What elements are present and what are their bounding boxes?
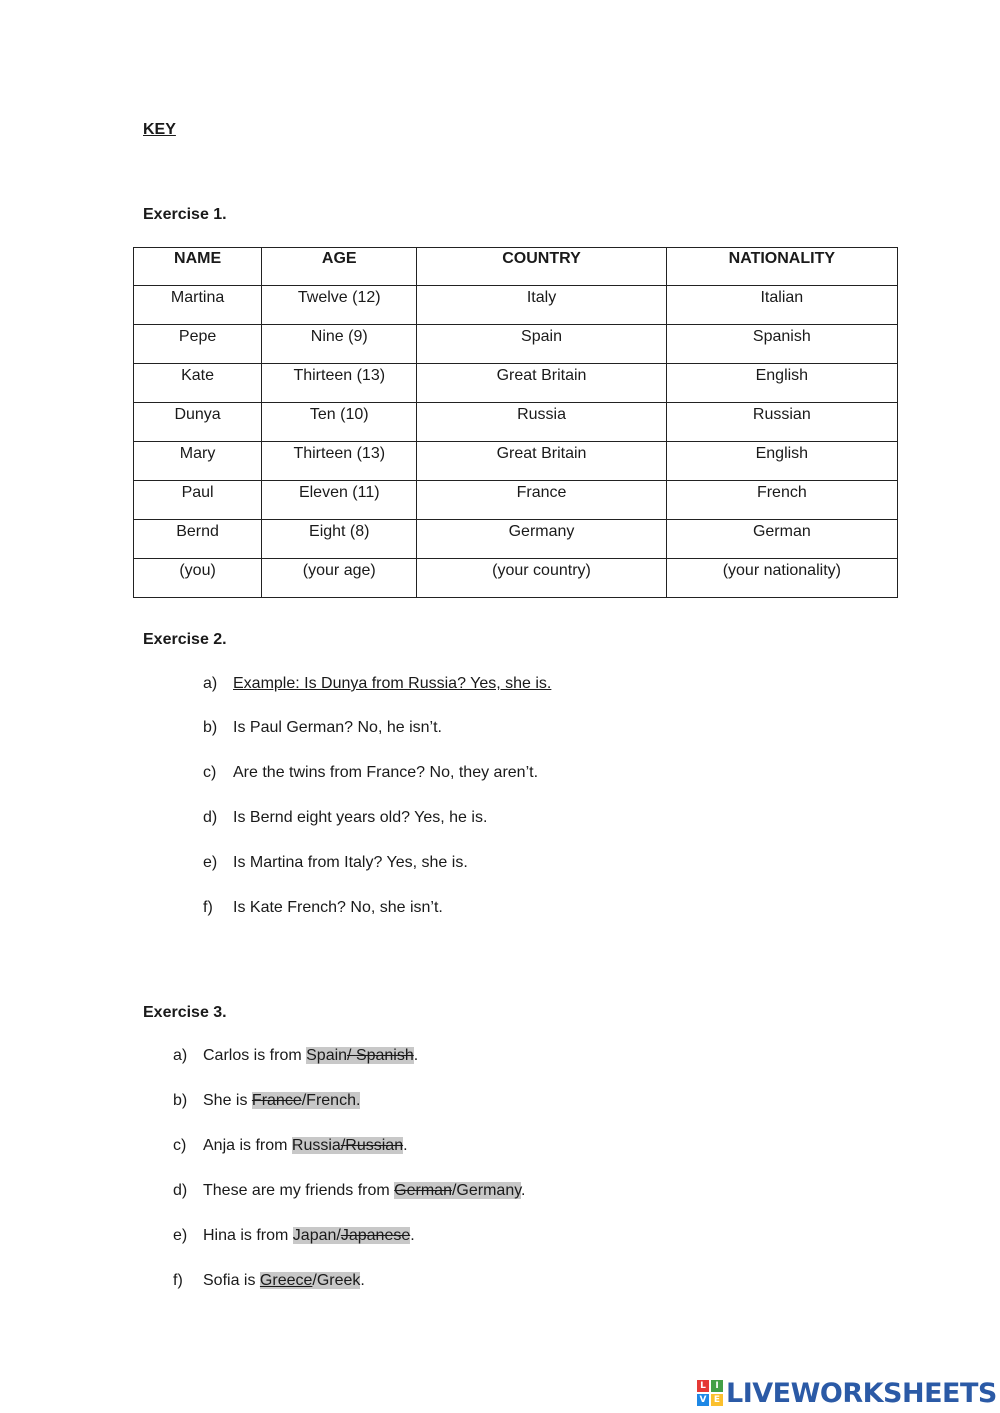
item-label: e) xyxy=(173,1227,188,1244)
cell-name: Dunya xyxy=(134,403,262,442)
logo-mark-letter: I xyxy=(711,1380,723,1392)
cell-country: (your country) xyxy=(417,559,666,598)
item-text: Is Kate French? No, she isn’t. xyxy=(233,899,443,916)
answer-separator: / xyxy=(301,1092,307,1109)
cell-nationality: Russian xyxy=(666,403,897,442)
header-name: NAME xyxy=(134,248,262,286)
answer-correct: Russia xyxy=(291,1137,341,1154)
item-label: b) xyxy=(203,719,218,736)
table-row xyxy=(134,325,898,364)
exercise-3-item xyxy=(173,1090,360,1112)
answer-struck: German xyxy=(394,1182,452,1199)
item-suffix: . xyxy=(403,1137,408,1154)
table-row xyxy=(134,442,898,481)
answer-separator: / xyxy=(340,1137,346,1154)
cell-age: Nine (9) xyxy=(262,325,417,364)
item-prefix: These are my friends from xyxy=(203,1182,395,1199)
item-suffix: . xyxy=(410,1227,415,1244)
exercise-2-item xyxy=(203,807,487,829)
exercise-1-table xyxy=(133,247,898,598)
answer-separator: / xyxy=(451,1182,457,1199)
cell-name: (you) xyxy=(134,559,262,598)
exercise-2-item xyxy=(203,852,468,874)
cell-age: Thirteen (13) xyxy=(262,442,417,481)
answer-underlined: Greece xyxy=(259,1272,313,1289)
item-label: c) xyxy=(173,1137,187,1154)
answer-correct: Japan xyxy=(292,1227,337,1244)
exercise-2-title: Exercise 2. xyxy=(143,631,227,648)
item-label: a) xyxy=(173,1047,188,1064)
logo-mark-icon xyxy=(697,1380,723,1406)
answer-separator: / xyxy=(347,1047,356,1064)
logo-mark-letter: L xyxy=(697,1380,709,1392)
exercise-3-item xyxy=(173,1135,408,1157)
cell-nationality: Italian xyxy=(666,286,897,325)
cell-country: Great Britain xyxy=(417,442,666,481)
table-row xyxy=(134,481,898,520)
logo-mark-letter: V xyxy=(697,1394,709,1406)
table-row xyxy=(134,364,898,403)
exercise-3-item xyxy=(173,1045,418,1067)
item-label: f) xyxy=(173,1272,183,1289)
cell-age: Twelve (12) xyxy=(262,286,417,325)
item-suffix: . xyxy=(413,1047,419,1064)
cell-country: Spain xyxy=(417,325,666,364)
answer-struck: France xyxy=(251,1092,302,1109)
answer-highlight xyxy=(394,1182,521,1199)
exercise-2-item xyxy=(203,762,538,784)
item-prefix: Sofia is xyxy=(203,1272,260,1289)
answer-struck: Spanish xyxy=(355,1047,414,1064)
header-country: COUNTRY xyxy=(417,248,666,286)
cell-age: Ten (10) xyxy=(262,403,417,442)
answer-correct: Germany xyxy=(456,1182,522,1199)
exercise-3-item xyxy=(173,1270,365,1292)
answer-highlight xyxy=(293,1227,410,1244)
key-title: KEY xyxy=(143,121,176,138)
answer-correct: Spain xyxy=(306,1047,348,1064)
cell-nationality: French xyxy=(666,481,897,520)
cell-country: France xyxy=(417,481,666,520)
table-row xyxy=(134,520,898,559)
answer-separator: / xyxy=(336,1227,341,1244)
answer-separator: / xyxy=(312,1272,317,1289)
cell-age: Thirteen (13) xyxy=(262,364,417,403)
item-label: a) xyxy=(203,675,218,692)
cell-nationality: English xyxy=(666,364,897,403)
logo-text: LIVEWORKSHEETS xyxy=(726,1377,997,1409)
item-label: f) xyxy=(203,899,213,916)
exercise-2-item xyxy=(203,897,443,919)
exercise-1-title: Exercise 1. xyxy=(143,206,227,223)
item-text: Are the twins from France? No, they aren’t. xyxy=(233,764,539,781)
cell-country: Germany xyxy=(417,520,666,559)
cell-name: Martina xyxy=(134,286,262,325)
item-text: Example: Is Dunya from Russia? Yes, she is. xyxy=(233,675,552,692)
answer-correct: French. xyxy=(306,1092,361,1109)
item-label: e) xyxy=(203,854,218,871)
cell-country: Russia xyxy=(417,403,666,442)
cell-nationality: German xyxy=(666,520,897,559)
exercise-2-item xyxy=(203,673,551,695)
item-label: b) xyxy=(173,1092,188,1109)
cell-age: Eight (8) xyxy=(262,520,417,559)
cell-country: Great Britain xyxy=(417,364,666,403)
header-age: AGE xyxy=(262,248,417,286)
answer-highlight xyxy=(252,1092,361,1109)
item-prefix: Carlos is from xyxy=(203,1047,307,1064)
item-prefix: She is xyxy=(203,1092,252,1109)
answer-option: Greek xyxy=(316,1272,361,1289)
table-row xyxy=(134,403,898,442)
item-label: d) xyxy=(173,1182,188,1199)
exercise-3-title: Exercise 3. xyxy=(143,1004,227,1021)
answer-highlight xyxy=(260,1272,361,1289)
item-suffix: . xyxy=(521,1182,526,1199)
answer-highlight xyxy=(306,1047,414,1064)
header-nationality: NATIONALITY xyxy=(666,248,897,286)
exercise-3-item xyxy=(173,1225,415,1247)
answer-highlight xyxy=(292,1137,403,1154)
answer-struck: Japanese xyxy=(340,1227,411,1244)
exercise-2-item xyxy=(203,717,442,739)
cell-name: Pepe xyxy=(134,325,262,364)
item-suffix: . xyxy=(360,1272,365,1289)
cell-country: Italy xyxy=(417,286,666,325)
table-row xyxy=(134,286,898,325)
answer-struck: Russian xyxy=(345,1137,404,1154)
cell-nationality: (your nationality) xyxy=(666,559,897,598)
item-text: Is Paul German? No, he isn’t. xyxy=(233,719,442,736)
cell-nationality: Spanish xyxy=(666,325,897,364)
table-header-row xyxy=(134,248,898,286)
cell-age: (your age) xyxy=(262,559,417,598)
item-text: Is Martina from Italy? Yes, she is. xyxy=(233,854,468,871)
item-prefix: Anja is from xyxy=(203,1137,292,1154)
table-row xyxy=(134,559,898,598)
cell-name: Paul xyxy=(134,481,262,520)
cell-name: Mary xyxy=(134,442,262,481)
cell-nationality: English xyxy=(666,442,897,481)
liveworksheets-logo xyxy=(697,1376,997,1410)
exercise-3-item xyxy=(173,1180,525,1202)
cell-name: Kate xyxy=(134,364,262,403)
cell-name: Bernd xyxy=(134,520,262,559)
item-text: Is Bernd eight years old? Yes, he is. xyxy=(233,809,488,826)
item-label: c) xyxy=(203,764,217,781)
cell-age: Eleven (11) xyxy=(262,481,417,520)
logo-mark-letter: E xyxy=(711,1394,723,1406)
item-label: d) xyxy=(203,809,218,826)
item-prefix: Hina is from xyxy=(203,1227,293,1244)
